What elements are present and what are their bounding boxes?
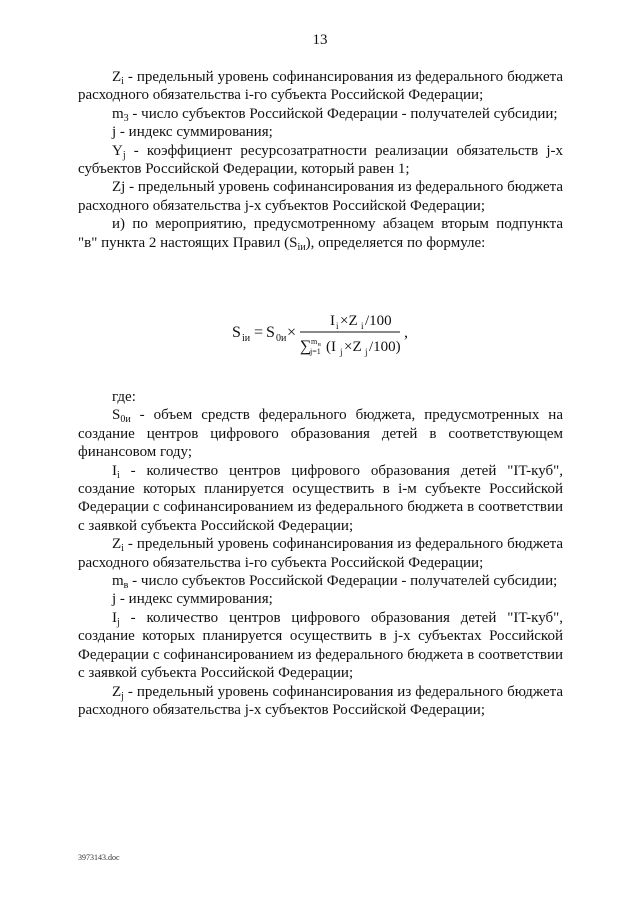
definition-m3: $m_3$ - число субъектов Российской Федерации - получателей субсидии; bbox=[112, 105, 558, 124]
formula-s0: S bbox=[266, 324, 275, 341]
formula-comma: , bbox=[404, 324, 408, 341]
clause-i: и) по мероприятию, предусмотренному абзацем вторым подпункта "в" пункта 2 настоящих Правил $(S_{iи})$, определяется по формуле: bbox=[78, 216, 563, 253]
formula-lhs-sub: iи bbox=[242, 333, 251, 344]
formula-num-tail: /100 bbox=[365, 313, 392, 329]
formula-graphic bbox=[0, 308, 640, 360]
definition-ii: $I_i$ - количество центров цифрового образования детей "IT-куб", создание которых планируется осуществить в i-м субъекте Российской Федерации с софинансированием из федерального бюджета в соответствии с заявкой субъекта Российской Федерации; bbox=[78, 462, 563, 534]
definition-zj: Zj - предельный уровень софинансирования из федерального бюджета расходного обязательства j-х субъектов Российской Федерации; bbox=[78, 179, 563, 214]
formula-sum-upper: m bbox=[311, 337, 318, 346]
formula-num-i-sub: i bbox=[336, 321, 339, 331]
definition-zj-2: $Z_j$ - предельный уровень софинансирования из федерального бюджета расходного обязательства j-х субъектов Российской Федерации; bbox=[78, 683, 563, 718]
body-block-2 bbox=[78, 388, 563, 719]
formula-den-tail: /100) bbox=[369, 339, 401, 355]
page-number: 13 bbox=[312, 32, 328, 48]
definition-s0: $S_{0и}$ - объем средств федерального бюджета, предусмотренных на создание центров цифрового образования детей в соответствующем финансовом году; bbox=[78, 407, 563, 461]
formula-equals: = bbox=[254, 324, 264, 341]
formula-sum-lower: j=1 bbox=[310, 347, 321, 356]
formula-den-z-sub: j bbox=[365, 347, 368, 357]
definition-zi-2: $Z_i$ - предельный уровень софинансирования из федерального бюджета расходного обязательства i-го субъекта Российской Федерации; bbox=[78, 536, 563, 571]
body-block-1 bbox=[78, 68, 563, 252]
formula-den-body: (I bbox=[326, 339, 336, 355]
formula-sum-upper-sub: в bbox=[318, 342, 321, 348]
definition-ij: $I_j$ - количество центров цифрового образования детей "IT-куб", создание которых планируется осуществить в j-х субъектах Российской Федерации с софинансированием из федерального бюджета в соответствии с заявкой субъекта Российской Федерации; bbox=[78, 609, 563, 682]
formula-num-mid: ×Z bbox=[340, 313, 358, 329]
formula-den-i-sub: j bbox=[340, 347, 343, 357]
definition-j-2: j - индекс суммирования; bbox=[112, 591, 273, 608]
formula-den-mid: ×Z bbox=[344, 339, 362, 355]
document-footer: 3973143.doc bbox=[78, 853, 120, 862]
definition-mv: $m_в$ - число субъектов Российской Федерации - получателей субсидии; bbox=[112, 573, 558, 592]
definition-zi: $Z_i$ - предельный уровень софинансирования из федерального бюджета расходного обязательства i-го субъекта Российской Федерации; bbox=[78, 69, 563, 104]
definition-j: j - индекс суммирования; bbox=[112, 124, 273, 141]
formula-times: × bbox=[287, 324, 297, 341]
definition-yj: $Y_j$ - коэффициент ресурсозатратности реализации обязательств j-х субъектов Российской Федерации, который равен 1; bbox=[78, 142, 563, 178]
formula-lhs: S bbox=[232, 324, 241, 341]
formula-num-z-sub: i bbox=[361, 321, 364, 331]
formula-s0-sub: 0и bbox=[276, 333, 287, 344]
formula bbox=[0, 308, 640, 360]
formula-sum-sign: ∑ bbox=[300, 338, 312, 355]
formula-num-i: I bbox=[330, 313, 335, 329]
where-label: где: bbox=[112, 389, 136, 405]
